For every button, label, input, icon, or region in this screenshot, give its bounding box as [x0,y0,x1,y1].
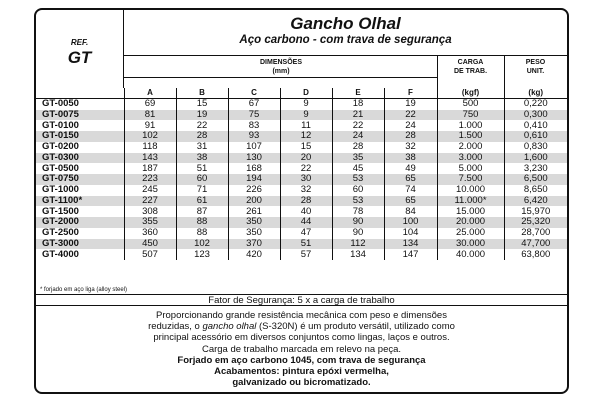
table-cell: 28 [176,131,228,142]
ref-label: REF. [70,38,89,47]
table-cell: 200 [228,196,280,207]
table-row [36,239,567,250]
row-ref: GT-1100* [36,196,124,207]
table-cell: 11.000* [437,196,504,207]
carga-label-1: CARGA [457,59,484,66]
table-cell: 3.000 [437,153,504,164]
table-cell: 187 [124,163,176,174]
peso-label-2: UNIT. [526,68,545,75]
table-cell: 223 [124,174,176,185]
table-cell: 8,650 [523,184,548,196]
table-cell: 15,970 [521,205,551,217]
table-row [36,142,567,153]
table-cell: 118 [124,142,176,153]
table-cell: 0,830 [523,141,548,153]
table-cell: 22 [176,120,228,131]
table-cell: 20.000 [437,217,504,228]
table-cell: 28 [384,131,437,142]
table-cell: 28 [280,196,332,207]
description-text [46,310,557,388]
description-line: Proporcionando grande resistência mecânica com peso e dimensões [156,310,447,321]
col-header: E [332,88,384,99]
table-cell: 350 [228,217,280,228]
table-cell: 53 [332,174,384,185]
row-ref: GT-0750 [36,174,124,185]
peso-header [504,58,567,76]
table-cell: 194 [228,174,280,185]
ref-col-header [36,88,124,99]
table-cell: 32 [384,142,437,153]
table-cell: 32 [280,185,332,196]
table-cell: 0,220 [523,98,548,110]
table-cell: 0,610 [504,131,567,142]
table-cell: 0,410 [523,119,548,131]
table-row [36,249,567,260]
table-cell: 19 [176,110,228,121]
table-cell: 134 [332,249,384,260]
table-cell: 38 [176,153,228,164]
table-cell: 83 [228,120,280,131]
table-cell: 360 [124,228,176,239]
description-line: reduzidas, o gancho olhal (S-320N) é um produto versátil, utilizado como [148,321,455,333]
table-cell: 71 [176,185,228,196]
table-cell: 51 [176,163,228,174]
carga-header [437,58,504,76]
table-cell: 750 [437,110,504,121]
col-header: D [280,88,332,99]
table-cell: 3,230 [523,162,548,174]
table-cell: 22 [384,110,437,121]
table-cell: 69 [124,99,176,110]
table-cell: 370 [228,239,280,250]
table-cell: 18 [332,99,384,110]
header-divider [124,55,567,56]
row-ref: GT-0500 [36,163,124,174]
row-ref: GT-4000 [36,249,124,260]
table-cell: 9 [280,99,332,110]
ref-column-header [36,10,124,88]
row-ref: GT-0100 [36,120,124,131]
dimensions-label: DIMENSÕES [259,59,302,66]
table-row [36,206,567,217]
table-cell: 12 [280,131,332,142]
table-cell: 81 [124,110,176,121]
table-cell: 168 [228,163,280,174]
table-cell: 102 [124,131,176,142]
description-line: Acabamentos: pintura epóxi vermelha, [214,366,389,378]
table-row [36,174,567,185]
table-cell: 84 [384,206,437,217]
table-cell: 2.000 [437,142,504,153]
table-row [36,196,567,207]
table-cell: 1.000 [437,120,504,131]
table-cell: 350 [228,228,280,239]
description-line: principal acessório em diversos conjuntos como lingas, laços e outros. [153,332,450,344]
dimensions-unit: (mm) [272,68,290,75]
row-ref: GT-1500 [36,206,124,217]
row-ref: GT-1000 [36,185,124,196]
dimensions-divider [124,77,437,78]
table-cell: 60 [176,174,228,185]
table-cell: 7.500 [437,174,504,185]
row-ref: GT-0050 [36,99,124,110]
table-cell: 9 [280,110,332,121]
carga-label-2: DE TRAB. [453,68,488,75]
table-cell: 450 [124,239,176,250]
col-header: (kgf) [437,88,504,99]
table-cell: 22 [280,163,332,174]
col-header: B [176,88,228,99]
table-cell: 65 [384,196,437,207]
table-cell: 47,700 [504,239,567,250]
row-ref: GT-3000 [36,239,124,250]
row-ref: GT-0200 [36,142,124,153]
page-title: Gancho Olhal [290,14,401,33]
table-row [36,163,567,174]
table-cell: 78 [332,206,384,217]
table-cell: 100 [384,217,437,228]
table-cell: 0,300 [504,110,567,121]
table-cell: 30.000 [437,239,504,250]
table-row [36,185,567,196]
description-line: Forjado em aço carbono 1045, com trava de segurança [177,354,426,366]
table-cell: 112 [332,239,384,250]
table-cell: 49 [384,163,437,174]
table-cell: 61 [176,196,228,207]
table-cell: 60 [332,185,384,196]
table-cell: 40.000 [437,249,504,260]
table-row [36,110,567,121]
table-cell: 35 [332,153,384,164]
table-cell: 44 [280,217,332,228]
table-cell: 87 [176,206,228,217]
spec-table [36,88,567,260]
col-header: A [124,88,176,99]
table-cell: 1,600 [504,153,567,164]
table-cell: 15 [280,142,332,153]
product-spec-card [34,8,569,394]
table-cell: 420 [228,249,280,260]
row-ref: GT-0300 [36,153,124,164]
table-cell: 10.000 [437,185,504,196]
table-cell: 88 [176,228,228,239]
table-cell: 28 [332,142,384,153]
description-line: Carga de trabalho marcada em relevo na peça. [201,343,402,355]
table-cell: 355 [124,217,176,228]
table-cell: 65 [384,174,437,185]
table-cell: 93 [228,131,280,142]
table-cell: 226 [228,185,280,196]
table-cell: 90 [332,228,384,239]
table-cell: 57 [280,249,332,260]
table-cell: 45 [332,163,384,174]
table-cell: 261 [228,206,280,217]
table-cell: 22 [332,120,384,131]
table-cell: 20 [280,153,332,164]
page-subtitle: Aço carbono - com trava de segurança [239,34,452,46]
table-cell: 308 [124,206,176,217]
table-cell: 28,700 [521,227,551,239]
table-cell: 75 [228,110,280,121]
table-cell: 40 [280,206,332,217]
table-cell: 19 [384,99,437,110]
table-header [36,10,567,88]
table-cell: 6,500 [504,174,567,185]
table-row [36,131,567,142]
dimensions-header [125,58,437,76]
col-header: F [384,88,437,99]
table-cell: 24 [332,131,384,142]
table-cell: 147 [384,249,437,260]
table-cell: 24 [384,120,437,131]
ref-code: GT [67,48,92,67]
table-cell: 134 [384,239,437,250]
table-cell: 143 [124,153,176,164]
table-cell: 91 [124,120,176,131]
table-cell: 15 [176,99,228,110]
col-header: C [228,88,280,99]
footnote: * forjado em aço liga (alloy steel) [40,287,128,293]
table-cell: 25,320 [504,217,567,228]
row-ref: GT-2000 [36,217,124,228]
col-header: (kg) [504,88,567,99]
table-row [36,153,567,164]
table-cell: 74 [384,185,437,196]
peso-label-1: PESO [525,59,546,66]
table-cell: 90 [332,217,384,228]
table-cell: 53 [332,196,384,207]
table-cell: 31 [176,142,228,153]
column-header-row [36,88,567,99]
table-row [36,217,567,228]
table-cell: 25.000 [437,228,504,239]
table-row [36,228,567,239]
table-cell: 1.500 [437,131,504,142]
table-cell: 130 [228,153,280,164]
table-cell: 227 [124,196,176,207]
row-ref: GT-2500 [36,228,124,239]
table-cell: 123 [176,249,228,260]
table-cell: 500 [437,99,504,110]
row-ref: GT-0150 [36,131,124,142]
table-cell: 30 [280,174,332,185]
table-cell: 5.000 [437,163,504,174]
table-cell: 245 [124,185,176,196]
table-cell: 47 [280,228,332,239]
table-cell: 104 [384,228,437,239]
description-line: galvanizado ou bicromatizado. [232,377,371,389]
table-cell: 11 [280,120,332,131]
table-row [36,99,567,110]
table-cell: 63,800 [521,248,551,260]
row-ref: GT-0075 [36,110,124,121]
table-cell: 15.000 [437,206,504,217]
table-cell: 21 [332,110,384,121]
table-cell: 38 [384,153,437,164]
table-cell: 67 [228,99,280,110]
table-cell: 51 [280,239,332,250]
table-cell: 88 [176,217,228,228]
table-cell: 507 [124,249,176,260]
safety-factor-note: Fator de Segurança: 5 x a carga de trabalho [36,294,567,306]
table-cell: 102 [176,239,228,250]
table-row [36,120,567,131]
table-cell: 107 [228,142,280,153]
table-cell: 6,420 [504,196,567,207]
